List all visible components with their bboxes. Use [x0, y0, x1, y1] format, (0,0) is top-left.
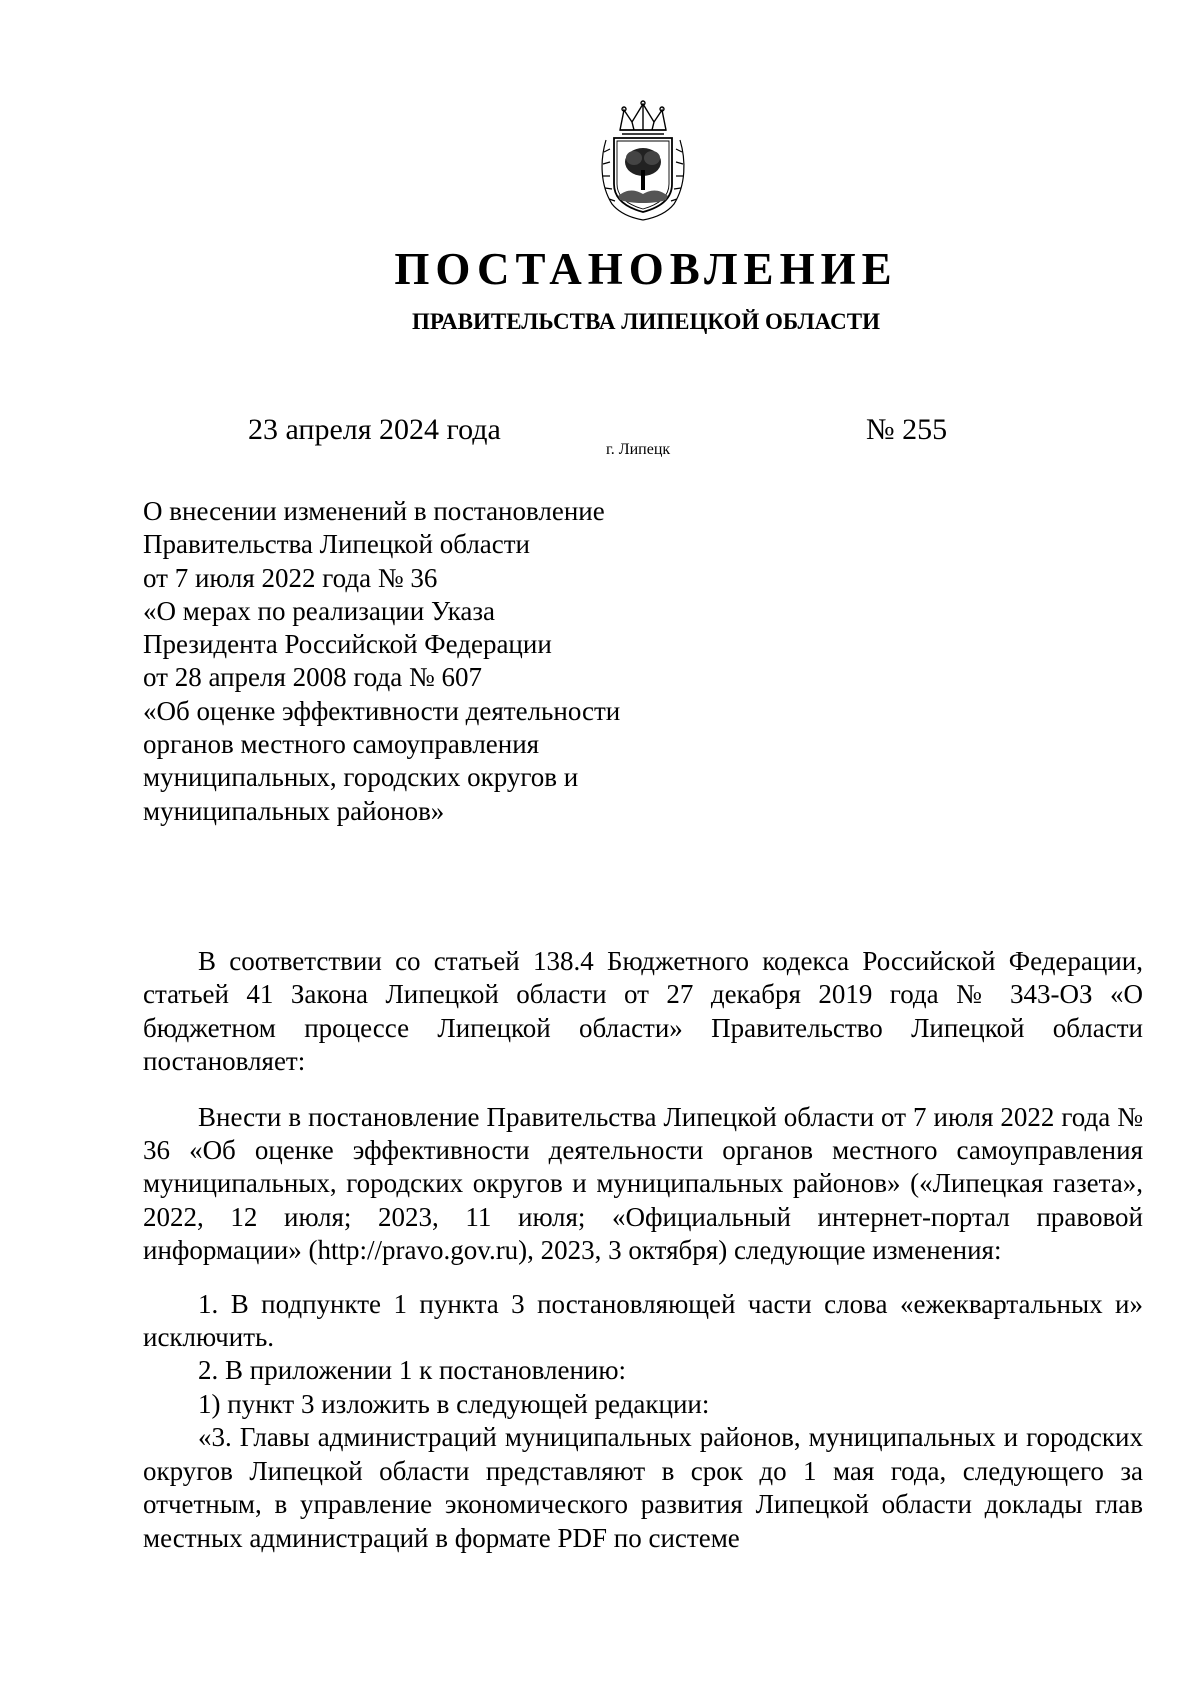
document-number: № 255	[866, 413, 948, 446]
document-city: г. Липецк	[606, 441, 671, 458]
subject-line: «Об оценке эффективности деятельности	[143, 695, 621, 726]
document-subject	[143, 495, 703, 828]
subject-line: Президента Российской Федерации	[143, 629, 552, 660]
document-date: 23 апреля 2024 года	[248, 413, 501, 446]
subject-line: от 28 апреля 2008 года № 607	[143, 662, 483, 693]
body-paragraph: «3. Главы администраций муниципальных районов, муниципальных и городских округов Липецкой области представляют в срок до 1 мая года, следующего за отчетным, в управление экономического развития Липецкой области доклады глав местных администраций в формате PDF по системе	[143, 1422, 1143, 1553]
subject-line: органов местного самоуправления	[143, 729, 540, 760]
subject-line: Правительства Липецкой области	[143, 529, 531, 560]
body-paragraph: 2. В приложении 1 к постановлению:	[198, 1355, 627, 1386]
subject-line: муниципальных районов»	[143, 795, 445, 826]
document-title: ПОСТАНОВЛЕНИЕ	[394, 244, 898, 294]
document-subtitle: ПРАВИТЕЛЬСТВА ЛИПЕЦКОЙ ОБЛАСТИ	[412, 309, 880, 334]
document-body	[143, 945, 1143, 1555]
body-paragraph: 1) пункт 3 изложить в следующей редакции:	[198, 1388, 710, 1419]
subject-line: муниципальных, городских округов и	[143, 762, 579, 793]
subject-line: от 7 июля 2022 года № 36	[143, 562, 438, 593]
subject-line: «О мерах по реализации Указа	[143, 595, 496, 626]
body-paragraph: 1. В подпункте 1 пункта 3 постановляющей части слова «ежеквартальных и» исключить.	[143, 1288, 1143, 1353]
subject-line: О внесении изменений в постановление	[143, 496, 605, 526]
body-paragraph: Внести в постановление Правительства Липецкой области от 7 июля 2022 года № 36 «Об оценке эффективности деятельности органов местного самоуправления муниципальных, городских округов и муниципальных районов» («Липецкая газета», 2022, 12 июля; 2023, 11 июля; «Официальный интернет-портал правовой информации» (http://pravo.gov.ru), 2023, 3 октября) следующие изменения:	[143, 1101, 1143, 1266]
body-paragraph: В соответствии со статьей 138.4 Бюджетного кодекса Российской Федерации, статьей 41 Закона Липецкой области от 27 декабря 2019 года № 343-ОЗ «О бюджетном процессе Липецкой области» Правительство Липецкой области постановляет:	[143, 946, 1143, 1077]
lipetsk-coat-of-arms-icon	[598, 100, 688, 224]
